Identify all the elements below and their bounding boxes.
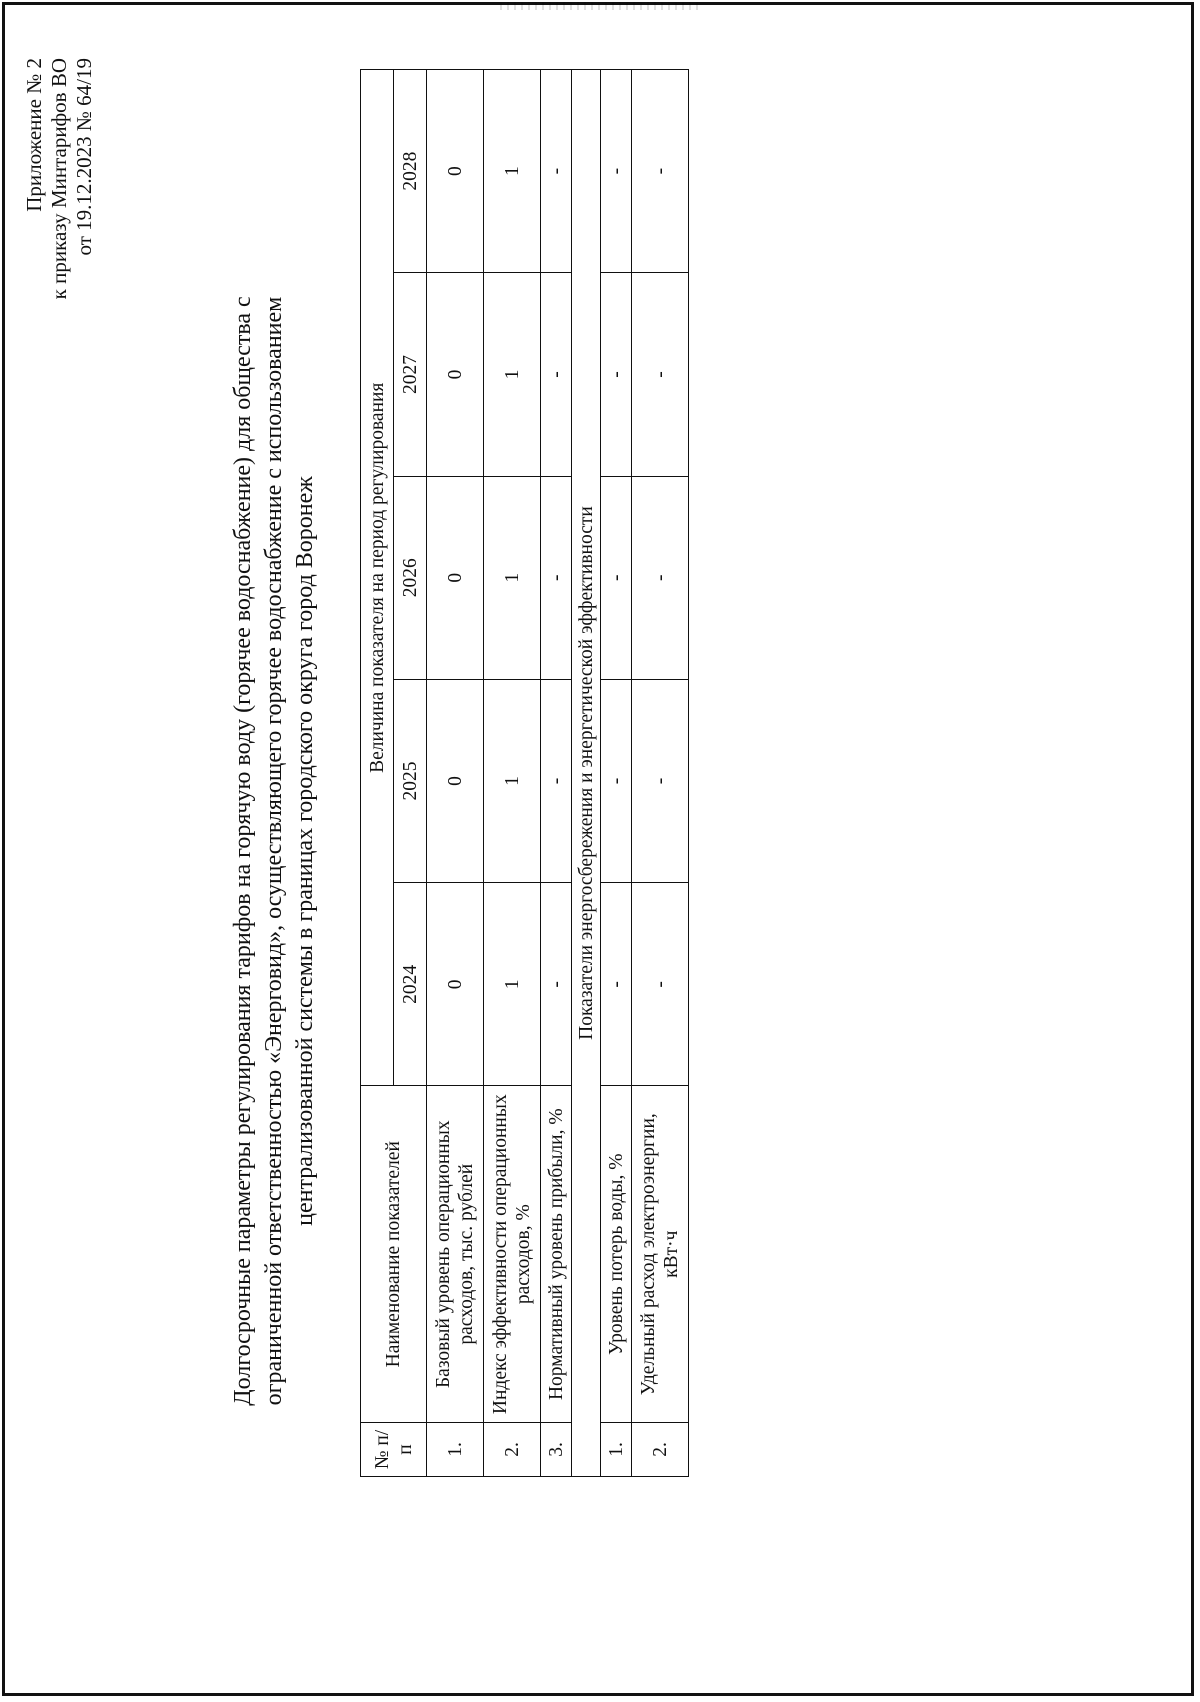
row-value: - <box>632 883 689 1086</box>
row-value: 0 <box>427 476 484 679</box>
header-year: 2024 <box>394 883 427 1086</box>
table-row <box>541 70 572 1477</box>
row-value: - <box>601 273 632 476</box>
row-value: - <box>601 883 632 1086</box>
title-line-1: Долгосрочные параметры регулирования тарифов на горячую воду (горячее водоснабжение) для общества с <box>230 296 256 1406</box>
row-value: - <box>541 70 572 273</box>
section-row <box>572 70 601 1477</box>
header-year: 2027 <box>394 273 427 476</box>
row-num: 1. <box>601 1422 632 1476</box>
title-line-3: централизованной системы в границах городского округа город Воронеж <box>292 476 318 1226</box>
header-year: 2028 <box>394 70 427 273</box>
row-value: - <box>632 476 689 679</box>
row-value: 1 <box>484 70 541 273</box>
row-value: 1 <box>484 679 541 882</box>
row-value: - <box>601 70 632 273</box>
row-name: Уровень потерь воды, % <box>601 1086 632 1422</box>
table-row <box>484 70 541 1477</box>
parameters-table <box>360 69 689 1477</box>
row-value: 0 <box>427 883 484 1086</box>
section-title: Показатели энергосбережения и энергетической эффективности <box>572 70 601 1477</box>
header-year: 2025 <box>394 679 427 882</box>
table-header-row <box>361 70 394 1477</box>
appendix-note <box>22 58 97 518</box>
header-period: Величина показателя на период регулирования <box>361 70 394 1086</box>
row-value: 1 <box>484 273 541 476</box>
appendix-line-3: от 19.12.2023 № 64/19 <box>72 58 96 256</box>
table-row <box>632 70 689 1477</box>
row-num: 2. <box>632 1422 689 1476</box>
row-value: 1 <box>484 476 541 679</box>
row-value: 0 <box>427 70 484 273</box>
table-row <box>601 70 632 1477</box>
row-value: - <box>541 273 572 476</box>
row-value: - <box>541 476 572 679</box>
appendix-line-1: Приложение № 2 <box>22 58 46 212</box>
appendix-line-2: к приказу Минтарифов ВО <box>47 58 71 300</box>
row-value: - <box>541 883 572 1086</box>
table-row <box>427 70 484 1477</box>
row-value: - <box>632 70 689 273</box>
row-value: 0 <box>427 679 484 882</box>
header-year: 2026 <box>394 476 427 679</box>
row-value: - <box>632 679 689 882</box>
row-value: - <box>601 476 632 679</box>
row-name: Нормативный уровень прибыли, % <box>541 1086 572 1422</box>
row-value: - <box>632 273 689 476</box>
row-value: - <box>541 679 572 882</box>
row-name: Базовый уровень операционных расходов, тыс. рублей <box>427 1086 484 1422</box>
title-line-2: ограниченной ответственностью «Энерговид», осуществляющего горячее водоснабжение с использованием <box>261 296 287 1406</box>
row-num: 2. <box>484 1422 541 1476</box>
row-value: 1 <box>484 883 541 1086</box>
row-num: 3. <box>541 1422 572 1476</box>
row-num: 1. <box>427 1422 484 1476</box>
row-value: - <box>601 679 632 882</box>
row-value: 0 <box>427 273 484 476</box>
row-name: Индекс эффективности операционных расходов, % <box>484 1086 541 1422</box>
header-name: Наименование показателей <box>361 1086 427 1422</box>
document-title <box>228 0 321 1702</box>
header-num: № п/п <box>361 1422 427 1476</box>
row-name: Удельный расход электроэнергии, кВт·ч <box>632 1086 689 1422</box>
